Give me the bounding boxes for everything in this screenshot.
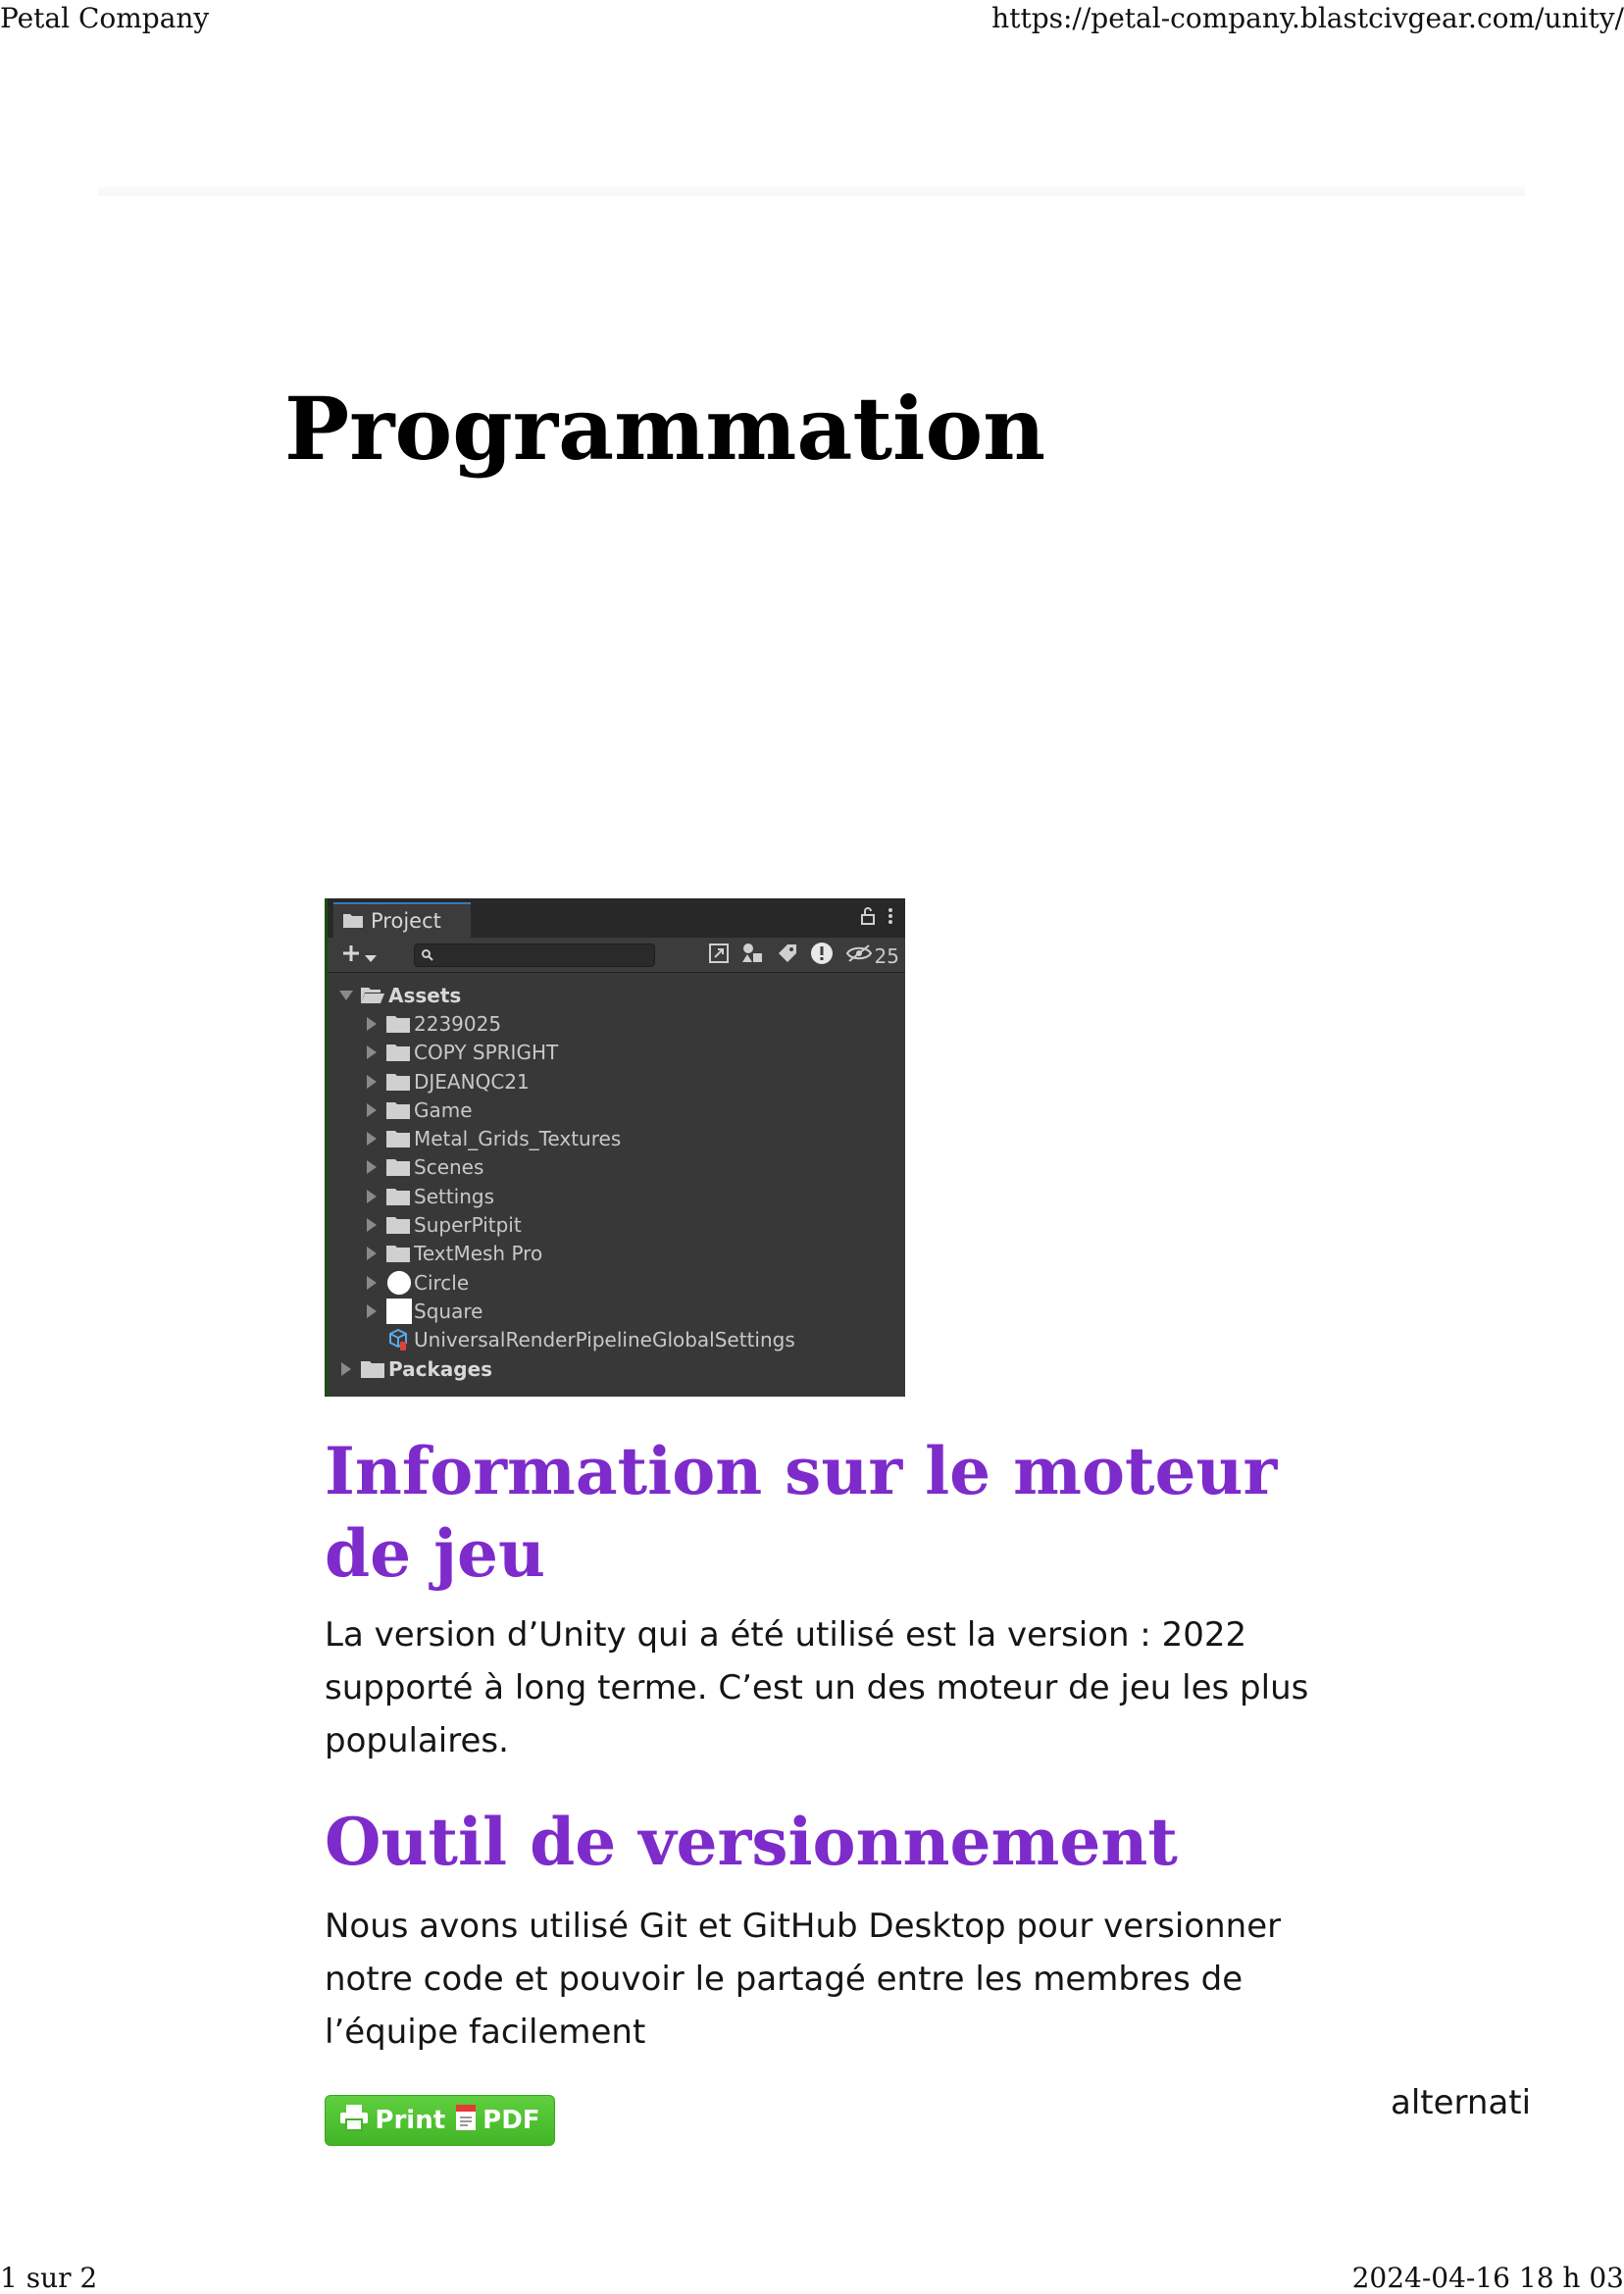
tab-tools — [860, 906, 893, 931]
tree-item — [328, 1182, 905, 1210]
section-body-versioning: Nous avons utilisé Git et GitHub Desktop pour versionner notre code et pouvoir le partagé entre les membres de l’équipe facilement — [325, 1907, 1282, 2052]
tree-item-label: Packages — [388, 1356, 493, 1381]
folder-icon — [386, 1073, 412, 1091]
site-name: Petal Company — [0, 2, 210, 34]
collapsed-arrow-icon — [365, 1304, 379, 1318]
image-alt-text: alternati — [1391, 2083, 1532, 2122]
tree-item-label: COPY SPRIGHT — [414, 1041, 559, 1065]
tree-item-label: Game — [414, 1097, 473, 1122]
panel-tabbar — [328, 898, 905, 938]
tree-item-label: UniversalRenderPipelineGlobalSettings — [414, 1328, 795, 1352]
print-label: Print — [375, 2106, 446, 2135]
tree-item-label: SuperPitpit — [414, 1213, 522, 1238]
tree-item — [328, 1096, 905, 1124]
collapsed-arrow-icon — [365, 1017, 379, 1031]
hidden-count-value: 25 — [874, 943, 899, 968]
panel-toolbar — [328, 938, 905, 973]
section-heading-engine: Information sur le moteur de jeu — [325, 1433, 1278, 1592]
printer-icon — [339, 2104, 369, 2138]
collapsed-arrow-icon — [365, 1247, 379, 1260]
search-input — [414, 943, 655, 967]
tree-item-packages — [328, 1354, 905, 1383]
tree-item-label: 2239025 — [414, 1011, 502, 1036]
print-pdf-button[interactable] — [325, 2095, 555, 2146]
collapsed-arrow-icon — [365, 1218, 379, 1232]
tree-item-label: DJEANQC21 — [414, 1069, 530, 1094]
collapsed-arrow-icon — [365, 1103, 379, 1117]
pdf-label: PDF — [482, 2106, 540, 2135]
collapsed-arrow-icon — [339, 1362, 353, 1376]
tab-project — [333, 902, 471, 938]
folder-icon — [386, 1158, 412, 1176]
folder-icon — [386, 1101, 412, 1119]
tree-item-assets — [328, 981, 905, 1009]
section-body-engine: La version d’Unity qui a été utilisé est la version : 2022 supporté à long terme. C’est un des moteur de jeu les plus populaires. — [325, 1615, 1309, 1760]
tree-item — [328, 1039, 905, 1067]
top-divider — [98, 186, 1525, 196]
circle-sprite-icon — [386, 1269, 412, 1297]
folder-icon — [343, 909, 363, 933]
more-options-icon — [888, 906, 893, 931]
page-url[interactable]: https://petal-company.blastcivgear.com/unity/ — [991, 2, 1624, 34]
folder-icon — [386, 1130, 412, 1147]
tree-item — [328, 1240, 905, 1268]
tree-item-label: Metal_Grids_Textures — [414, 1127, 622, 1151]
tree-item-label: Settings — [414, 1184, 495, 1208]
tree-item-label: Circle — [414, 1270, 470, 1295]
unity-project-panel-screenshot — [325, 898, 905, 1397]
search-icon — [421, 943, 434, 967]
expanded-arrow-icon — [339, 990, 353, 1001]
tree-item — [328, 1268, 905, 1297]
warning-icon — [810, 942, 834, 970]
print-part — [339, 2104, 445, 2138]
folder-icon — [386, 1044, 412, 1061]
chevron-down-icon — [365, 944, 377, 968]
tree-item — [328, 1009, 905, 1038]
collapsed-arrow-icon — [365, 1190, 379, 1203]
folder-icon — [386, 1015, 412, 1033]
collapsed-arrow-icon — [365, 1160, 379, 1174]
lock-icon — [860, 906, 876, 931]
collapsed-arrow-icon — [365, 1132, 379, 1146]
collapsed-arrow-icon — [365, 1075, 379, 1089]
folder-icon — [386, 1216, 412, 1234]
tree-item — [328, 1297, 905, 1325]
toolbar-icons — [708, 942, 899, 970]
plus-icon — [341, 943, 361, 968]
tree-item-label: TextMesh Pro — [414, 1242, 543, 1266]
tree-item — [328, 1326, 905, 1354]
collapsed-arrow-icon — [365, 1045, 379, 1059]
collapsed-arrow-icon — [365, 1276, 379, 1290]
add-button — [341, 943, 377, 968]
tree-item — [328, 1067, 905, 1096]
urp-settings-icon — [386, 1328, 412, 1351]
tree-item — [328, 1210, 905, 1239]
tree-item-label: Scenes — [414, 1155, 484, 1180]
tree-item — [328, 1153, 905, 1182]
tab-label: Project — [371, 909, 441, 933]
search-by-window-icon — [708, 943, 730, 969]
tree-item — [328, 1124, 905, 1152]
section-heading-versioning: Outil de versionnement — [325, 1804, 1178, 1880]
tree-item-label: Assets — [388, 983, 462, 1007]
filter-by-type-icon — [741, 943, 765, 969]
folder-open-icon — [361, 987, 386, 1004]
eye-slash-icon — [845, 943, 873, 968]
folder-icon — [386, 1188, 412, 1205]
page-title: Programmation — [284, 378, 1046, 480]
print-datetime: 2024-04-16 18 h 03 — [1351, 2262, 1624, 2294]
asset-tree — [328, 981, 905, 1383]
square-sprite-icon — [386, 1298, 412, 1325]
pdf-part — [455, 2104, 539, 2138]
folder-icon — [386, 1245, 412, 1262]
folder-icon — [361, 1360, 386, 1378]
page-number: 1 sur 2 — [0, 2262, 98, 2294]
filter-by-label-icon — [777, 943, 798, 969]
hidden-packages-toggle — [845, 943, 899, 968]
tree-item-label: Square — [414, 1299, 483, 1323]
pdf-file-icon — [455, 2104, 477, 2138]
